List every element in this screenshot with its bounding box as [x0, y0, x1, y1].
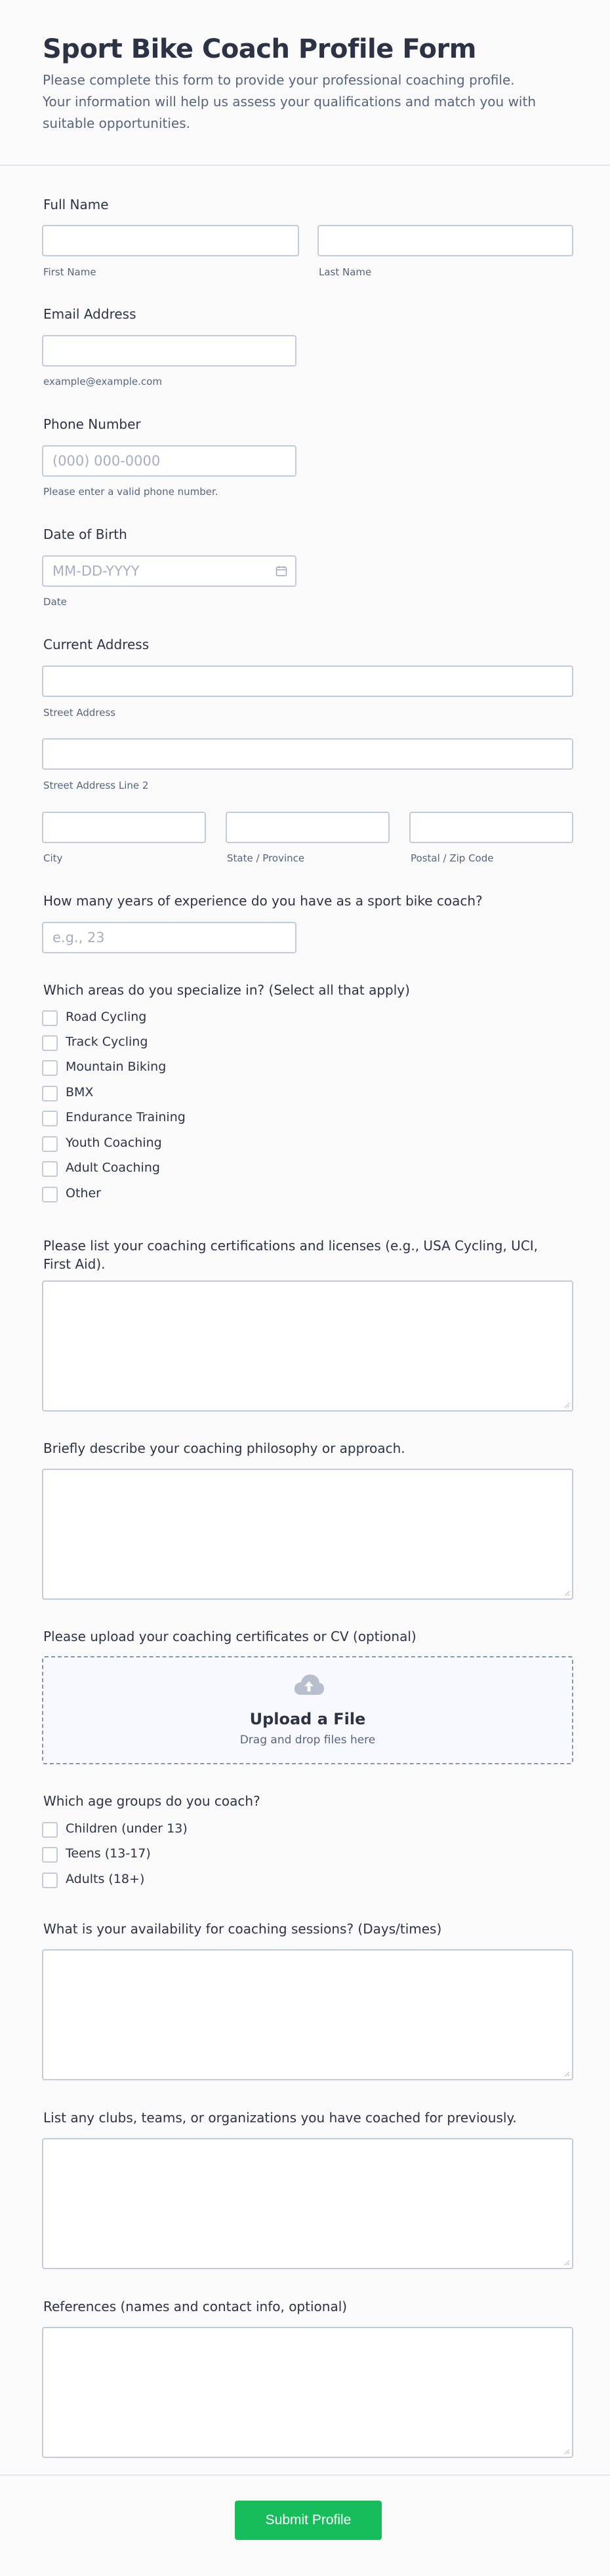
city-sublabel: City — [43, 852, 63, 864]
experience-placeholder: e.g., 23 — [52, 930, 105, 945]
postal-code-input[interactable] — [409, 812, 573, 843]
submit-button[interactable]: Submit Profile — [235, 2501, 382, 2540]
dob-label: Date of Birth — [43, 526, 127, 542]
resize-handle-icon[interactable] — [563, 2071, 570, 2077]
street-address-line2-sublabel: Street Address Line 2 — [43, 780, 149, 791]
city-input[interactable] — [42, 812, 206, 843]
checkbox[interactable] — [42, 1847, 58, 1863]
form-footer — [0, 2474, 610, 2576]
address-label: Current Address — [43, 637, 150, 652]
cloud-upload-icon — [293, 1673, 325, 1695]
resize-handle-icon[interactable] — [563, 1590, 570, 1596]
experience-input[interactable] — [42, 922, 296, 953]
references-label: References (names and contact info, optional) — [43, 2299, 348, 2314]
file-upload-dropzone[interactable] — [42, 1656, 573, 1764]
last-name-input[interactable] — [317, 225, 573, 256]
option-label: Teens (13-17) — [66, 1846, 151, 1861]
option-label: BMX — [66, 1085, 94, 1100]
phone-input[interactable] — [42, 445, 296, 477]
philosophy-label: Briefly describe your coaching philosophy or approach. — [43, 1440, 405, 1456]
checkbox[interactable] — [42, 1035, 58, 1051]
specialize-label: Which areas do you specialize in? (Select all that apply) — [43, 982, 410, 998]
checkbox[interactable] — [42, 1161, 58, 1177]
resize-handle-icon[interactable] — [563, 2259, 570, 2266]
upload-title: Upload a File — [249, 1710, 366, 1728]
upload-label: Please upload your coaching certificates or CV (optional) — [43, 1629, 417, 1644]
resize-handle-icon[interactable] — [563, 2448, 570, 2455]
availability-label: What is your availability for coaching sessions? (Days/times) — [43, 1921, 442, 1937]
first-name-sublabel: First Name — [43, 266, 96, 278]
calendar-icon[interactable] — [275, 565, 287, 577]
phone-sublabel: Please enter a valid phone number. — [43, 486, 218, 498]
option-label: Mountain Biking — [66, 1060, 167, 1074]
dob-placeholder: MM-DD-YYYY — [52, 563, 140, 579]
phone-placeholder: (000) 000-0000 — [52, 453, 161, 469]
option-label: Youth Coaching — [66, 1136, 162, 1150]
phone-label: Phone Number — [43, 416, 141, 432]
street-address-line2-input[interactable] — [42, 738, 573, 770]
checkbox[interactable] — [42, 1136, 58, 1152]
option-label: Road Cycling — [66, 1010, 147, 1024]
form-title: Sport Bike Coach Profile Form — [43, 34, 476, 64]
street-address-input[interactable] — [42, 665, 573, 697]
last-name-sublabel: Last Name — [319, 266, 372, 278]
first-name-input[interactable] — [42, 225, 299, 256]
clubs-textarea[interactable] — [42, 2138, 573, 2269]
form-header — [0, 0, 610, 166]
option-label: Track Cycling — [66, 1035, 148, 1049]
experience-label: How many years of experience do you have as a sport bike coach? — [43, 893, 483, 909]
checkbox[interactable] — [42, 1822, 58, 1838]
dob-input[interactable] — [42, 555, 296, 587]
dob-sublabel: Date — [43, 596, 67, 608]
option-label: Adult Coaching — [66, 1160, 160, 1175]
checkbox[interactable] — [42, 1873, 58, 1888]
availability-textarea[interactable] — [42, 1949, 573, 2080]
checkbox[interactable] — [42, 1187, 58, 1202]
option-label: Other — [66, 1186, 101, 1200]
postal-code-sublabel: Postal / Zip Code — [411, 852, 494, 864]
checkbox[interactable] — [42, 1086, 58, 1101]
resize-handle-icon[interactable] — [563, 1402, 570, 1408]
upload-subtitle: Drag and drop files here — [239, 1734, 376, 1747]
state-sublabel: State / Province — [227, 852, 305, 864]
age-groups-label: Which age groups do you coach? — [43, 1793, 260, 1809]
references-textarea[interactable] — [42, 2327, 573, 2458]
checkbox[interactable] — [42, 1010, 58, 1026]
option-label: Endurance Training — [66, 1110, 186, 1124]
checkbox[interactable] — [42, 1111, 58, 1126]
option-label: Children (under 13) — [66, 1821, 188, 1836]
philosophy-textarea[interactable] — [42, 1469, 573, 1600]
email-label: Email Address — [43, 306, 136, 322]
clubs-label: List any clubs, teams, or organizations you have coached for previously. — [43, 2110, 517, 2126]
street-address-sublabel: Street Address — [43, 707, 116, 719]
form-description: Please complete this form to provide your professional coaching profile. Your information will help us assess your qualifications and match you with suitable opportunities. — [43, 72, 537, 131]
email-input[interactable] — [42, 335, 296, 367]
option-label: Adults (18+) — [66, 1872, 145, 1886]
full-name-label: Full Name — [43, 197, 109, 212]
state-input[interactable] — [226, 812, 390, 843]
certifications-textarea[interactable] — [42, 1280, 573, 1412]
certifications-label: Please list your coaching certifications and licenses (e.g., USA Cycling, UCI, First Aid). — [43, 1238, 539, 1272]
checkbox[interactable] — [42, 1060, 58, 1076]
email-sublabel: example@example.com — [43, 376, 162, 387]
